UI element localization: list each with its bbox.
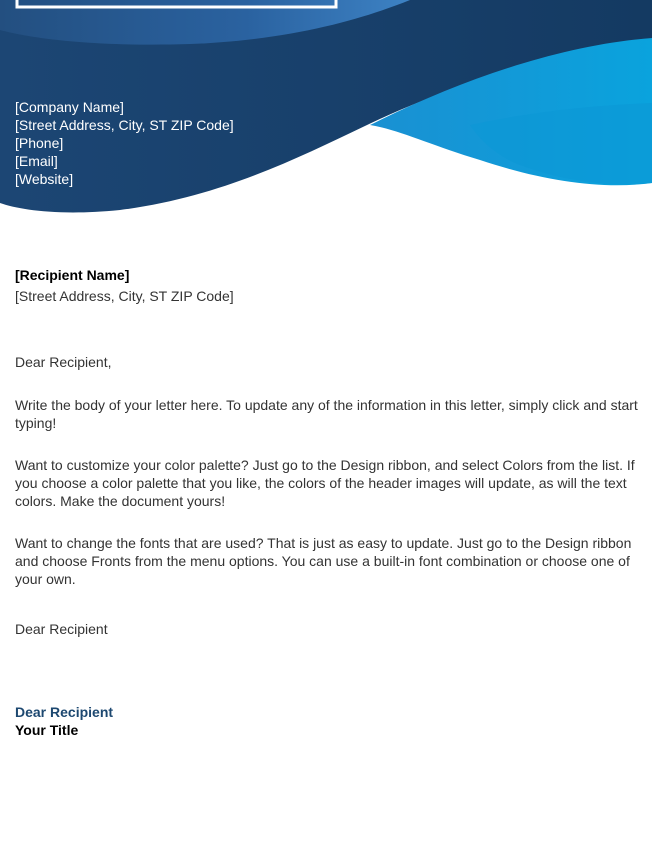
salutation[interactable]: Dear Recipient, [15, 354, 112, 370]
company-email[interactable]: [Email] [15, 153, 58, 169]
body-paragraph-3[interactable]: Want to change the fonts that are used? That is just as easy to update. Just go to the Design ribbon and choose Fronts from the menu options. You can use a built-in font combination or choose one of your own. [15, 535, 632, 587]
sender-info [15, 98, 234, 188]
body-paragraph-1[interactable]: Write the body of your letter here. To update any of the information in this letter, simply click and start typing! [15, 397, 638, 431]
signature-name[interactable]: Dear Recipient [15, 704, 114, 720]
company-name[interactable]: [Company Name] [15, 99, 124, 115]
company-website[interactable]: [Website] [15, 171, 74, 187]
recipient-name[interactable]: [Recipient Name] [15, 267, 130, 283]
closing[interactable]: Dear Recipient [15, 621, 108, 637]
company-phone[interactable]: [Phone] [15, 135, 64, 151]
signature-title[interactable]: Your Title [15, 722, 79, 738]
recipient-address[interactable]: [Street Address, City, ST ZIP Code] [15, 288, 234, 304]
body-paragraph-2[interactable]: Want to customize your color palette? Just go to the Design ribbon, and select Colors from the list. If you choose a color palette that you like, the colors of the header images will update, as will the text colors. Make the document yours! [15, 457, 635, 509]
company-address[interactable]: [Street Address, City, ST ZIP Code] [15, 117, 234, 133]
